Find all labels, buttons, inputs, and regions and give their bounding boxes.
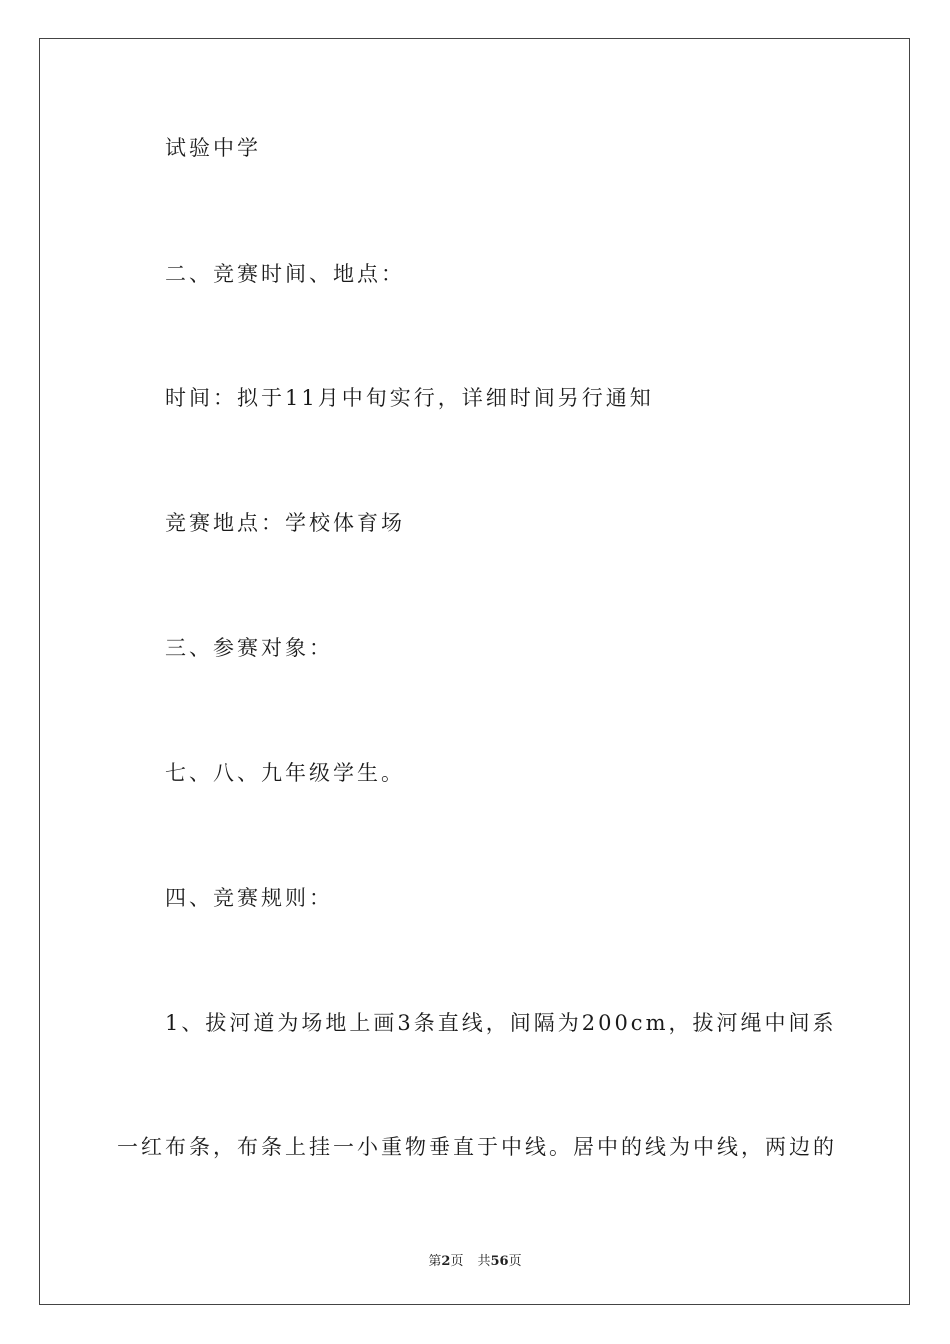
school-name-line: 试验中学 [165,136,261,160]
page-prefix: 第 [428,1254,442,1269]
rule-paragraph-line-2: 一红布条，布条上挂一小重物垂直于中线。居中的线为中线，两边的 [117,1135,837,1159]
participants-line: 七、八、九年级学生。 [165,761,405,785]
section-heading-time-place: 二、竞赛时间、地点： [165,262,405,286]
page-footer [0,1250,950,1269]
page-suffix: 页 [450,1254,464,1269]
page-number: 2 [441,1254,451,1269]
time-line: 时间：拟于11月中旬实行，详细时间另行通知 [165,386,654,410]
venue-line: 竞赛地点：学校体育场 [165,511,405,535]
total-suffix: 页 [508,1254,522,1269]
rule-paragraph-line-1: 1、拔河道为场地上画3条直线，间隔为200cm，拔河绳中间系 [165,1011,837,1035]
total-pages: 56 [490,1254,509,1269]
section-heading-rules: 四、竞赛规则： [165,886,333,910]
total-prefix: 共 [477,1254,491,1269]
page-border [39,38,910,1305]
section-heading-participants: 三、参赛对象： [165,636,333,660]
